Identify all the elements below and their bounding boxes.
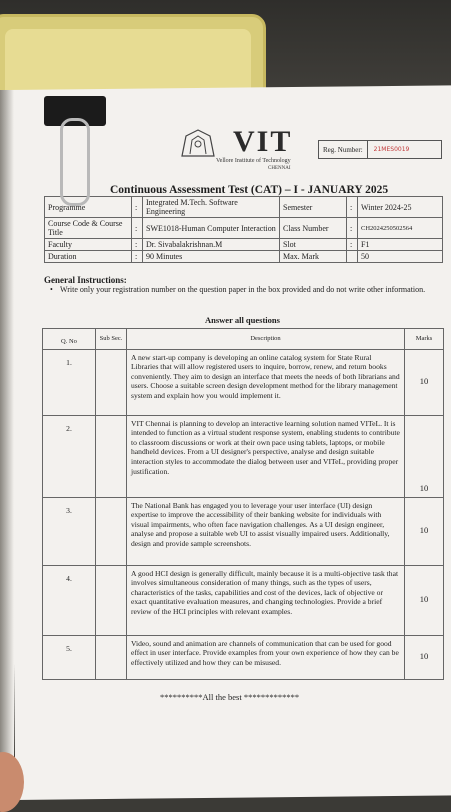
question-marks: 10 bbox=[405, 415, 444, 497]
question-row bbox=[43, 565, 444, 635]
question-row bbox=[43, 349, 444, 415]
duration-value: 90 Minutes bbox=[143, 251, 280, 263]
max-mark-label: Max. Mark bbox=[280, 251, 347, 263]
question-number: 2. bbox=[43, 415, 96, 497]
max-mark-value: 50 bbox=[358, 251, 443, 263]
slot-label: Slot bbox=[280, 239, 347, 251]
semester-label: Semester bbox=[280, 197, 347, 218]
instructions-text: Write only your registration number on the question paper in the box provided and do not write other information. bbox=[60, 285, 426, 294]
qno-header: Q. No bbox=[43, 329, 96, 350]
question-text: Video, sound and animation are channels of communication that can be used for good effect in user interface. Provide examples from your own experience of how they can be effectively utilized and how they can be misused. bbox=[127, 635, 405, 679]
duration-label: Duration bbox=[45, 251, 132, 263]
reg-number-value: 21MES0019 bbox=[373, 146, 410, 153]
reg-number-label: Reg. Number: bbox=[319, 141, 368, 158]
question-text: A good HCI design is generally difficult, mainly because it is a multi-objective task that involves simultaneous consideration of many things, such as the types of users, characteristics of the tasks, capabilities and cost of the devices, lack of objective or exact quantitative evaluation measures, and changing technologies. Provide a brief review of the HCI principles with relevant examples. bbox=[127, 565, 405, 635]
footer-all-the-best: **********All the best ************* bbox=[160, 692, 300, 702]
question-text: A new start-up company is developing an online catalog system for State Rural Libraries that will allow registered users to inquire, borrow, renew, and return books conveniently. They aim to design an interface that meets the needs of both librarians and users. Choose a suitable screen design development method for the library management system and explain how you would implement it. bbox=[127, 349, 405, 415]
course-label: Course Code & Course Title bbox=[45, 218, 132, 239]
question-text: VIT Chennai is planning to develop an interactive learning solution named VITeL. It is intended to function as a virtual student response system, enabling students to contribute to classroom discussions or work at their own pace using tablets, laptops, or mobile handheld devices. From a UI designer's perspective, analyse and design suitable interaction styles to accommodate the dialog between user and VITeL, providing proper justification. bbox=[127, 415, 405, 497]
binder-clip-wire bbox=[60, 118, 90, 206]
paper-edge-shadow bbox=[0, 90, 14, 800]
institute-full-name: Vellore Institute of Technology bbox=[216, 158, 291, 164]
marks-header: Marks bbox=[405, 329, 444, 350]
questions-table bbox=[42, 328, 444, 680]
instructions-title: General Instructions: bbox=[44, 275, 127, 285]
programme-label: Programme bbox=[45, 197, 132, 218]
vit-logo-icon bbox=[178, 126, 218, 160]
course-value: SWE1018-Human Computer Interaction bbox=[143, 218, 280, 239]
answer-all-heading: Answer all questions bbox=[205, 315, 280, 325]
exam-title: Continuous Assessment Test (CAT) – I - JANUARY 2025 bbox=[110, 184, 389, 196]
institute-logo-text: VIT bbox=[233, 125, 293, 158]
description-header: Description bbox=[127, 329, 405, 350]
semester-value: Winter 2024-25 bbox=[358, 197, 443, 218]
question-marks: 10 bbox=[405, 635, 444, 679]
question-number: 5. bbox=[43, 635, 96, 679]
class-number-value: CH2024250502564 bbox=[358, 218, 443, 239]
class-number-label: Class Number bbox=[280, 218, 347, 239]
question-row bbox=[43, 635, 444, 679]
question-row bbox=[43, 497, 444, 565]
question-marks: 10 bbox=[405, 497, 444, 565]
question-marks: 10 bbox=[405, 565, 444, 635]
question-number: 3. bbox=[43, 497, 96, 565]
question-row bbox=[43, 415, 444, 497]
faculty-label: Faculty bbox=[45, 239, 132, 251]
question-marks: 10 bbox=[405, 349, 444, 415]
instructions-bullet: • bbox=[50, 285, 53, 294]
slot-value: F1 bbox=[358, 239, 443, 251]
question-number: 1. bbox=[43, 349, 96, 415]
question-number: 4. bbox=[43, 565, 96, 635]
exam-info-table: Programme : Integrated M.Tech. Software Engineering Semester : Winter 2024-25 Course Code & Course Title : SWE1018-Human Computer Interaction Class Number : CH2024250502564 Faculty : Dr. Sivabalakrishnan.M Slot : F1 Duration : 90 Minutes Max. Mark 50 bbox=[44, 196, 443, 263]
subsec-header: Sub Sec. bbox=[96, 329, 127, 350]
institute-city: CHENNAI bbox=[268, 166, 291, 171]
reg-number-box bbox=[318, 140, 442, 159]
programme-value: Integrated M.Tech. Software Engineering bbox=[143, 197, 280, 218]
faculty-value: Dr. Sivabalakrishnan.M bbox=[143, 239, 280, 251]
question-text: The National Bank has engaged you to leverage your user interface (UI) design expertise to improve the accessibility of their banking website for individuals with visual impairments, who often face navigation challenges. As a UI design engineer, analyse and propose a suitable web UI to assist visually impaired users. Additionally, design and provide sample screenshots. bbox=[127, 497, 405, 565]
